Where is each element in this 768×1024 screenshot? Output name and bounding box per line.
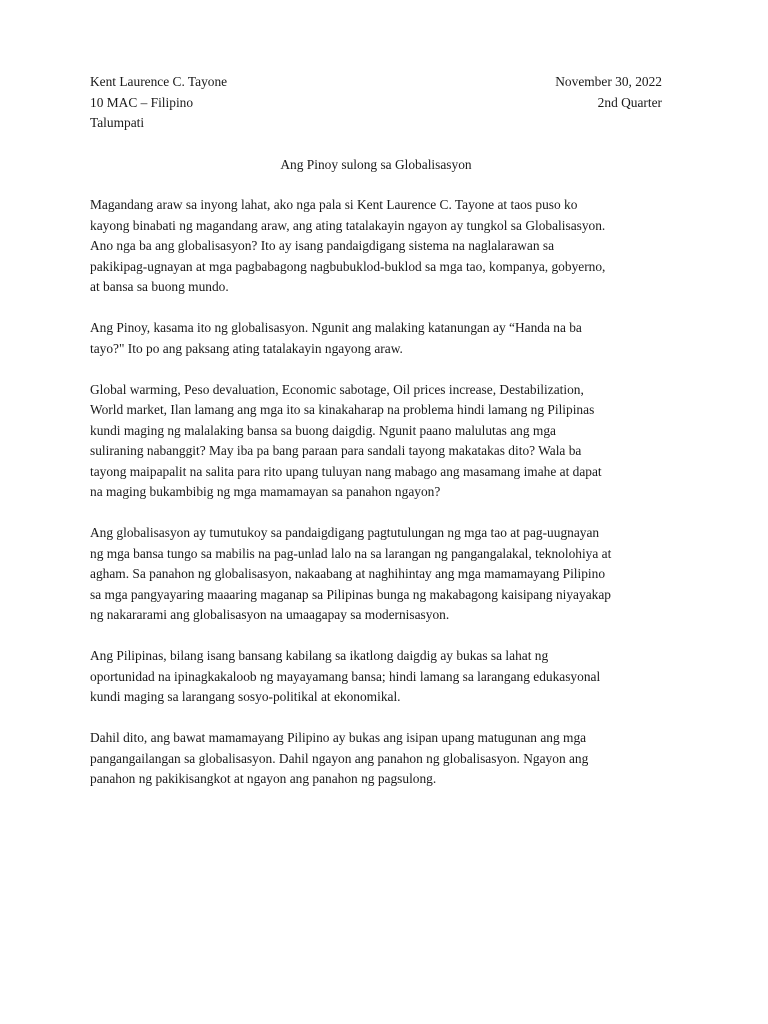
- header-row-3: [90, 113, 662, 134]
- header-row-2: [90, 93, 662, 114]
- quarter-label: 2nd Quarter: [597, 94, 662, 110]
- paragraph-line: tayo?" Ito po ang paksang ating tatalakayin ngayong araw.: [90, 340, 403, 356]
- document-title: Ang Pinoy sulong sa Globalisasyon: [280, 156, 472, 172]
- document-body: [90, 195, 662, 790]
- paragraph-2: [90, 318, 662, 359]
- paragraph-line: panahon ng pakikisangkot at ngayon ang panahon ng pagsulong.: [90, 771, 437, 786]
- paragraph-line: ng mga bansa tungo sa mabilis na pag-unlad lalo na sa larangan ng pangangalakal, teknolohiya at: [90, 545, 612, 561]
- paragraph-line: Ang Pilipinas, bilang isang bansang kabilang sa ikatlong daigdig ay bukas sa lahat ng: [90, 648, 549, 663]
- paragraph-line: agham. Sa panahon ng globalisasyon, nakaabang at naghihintay ang mga mamamayang Pilipino: [90, 566, 606, 581]
- paragraph-5: [90, 646, 662, 708]
- paragraph-line: Ang Pinoy, kasama ito ng globalisasyon. Ngunit ang malaking katanungan ay “Handa na ba: [90, 320, 582, 335]
- paragraph-4: [90, 523, 662, 626]
- paragraph-line: Global warming, Peso devaluation, Economic sabotage, Oil prices increase, Destabilization,: [90, 381, 584, 397]
- paragraph-line: kayong binabati ng magandang araw, ang ating tatalakayin ngayon ay tungkol sa Globalisasyon.: [90, 217, 606, 233]
- paragraph-line: na maging bukambibig ng mga mamamayan sa panahon ngayon?: [90, 484, 441, 499]
- paragraph-line: ng nakararami ang globalisasyon na umaagapay sa modernisasyon.: [90, 607, 450, 622]
- paragraph-line: kundi maging ng malalaking bansa sa buong daigdig. Ngunit paano malulutas ang mga: [90, 422, 556, 438]
- class-section: 10 MAC – Filipino: [90, 94, 194, 110]
- paragraph-line: sa mga pangyayaring maaaring maganap sa Pilipinas bunga ng makabagong kaisipang niyayakap: [90, 586, 611, 602]
- paragraph-line: tayong maipapalit na salita para rito upang tuluyan nang mabago ang masamang imahe at dapat: [90, 463, 602, 479]
- paragraph-line: pakikipag-ugnayan at mga pagbabagong nagbubuklod-buklod sa mga tao, kompanya, gobyerno,: [90, 258, 606, 274]
- paragraph-line: World market, Ilan lamang ang mga ito sa kinakaharap na problema hindi lamang ng Pilipinas: [90, 402, 595, 417]
- paragraph-line: oportunidad na ipinagkakaloob ng mayayamang bansa; hindi lamang sa larangang edukasyonal: [90, 668, 601, 684]
- paragraph-line: suliraning nabanggit? May iba pa bang paraan para sandali tayong makatakas dito? Wala ba: [90, 443, 582, 458]
- document-date: November 30, 2022: [555, 74, 662, 89]
- header-row-1: [90, 72, 662, 93]
- document-page: [90, 72, 662, 810]
- paragraph-line: pangangailangan sa globalisasyon. Dahil ngayon ang panahon ng globalisasyon. Ngayon ang: [90, 750, 589, 766]
- paragraph-line: at bansa sa buong mundo.: [90, 279, 229, 294]
- paragraph-line: kundi maging sa larangang sosyo-politikal at ekonomikal.: [90, 689, 401, 704]
- paragraph-line: Magandang araw sa inyong lahat, ako nga pala si Kent Laurence C. Tayone at taos puso ko: [90, 197, 578, 212]
- paragraph-line: Ang globalisasyon ay tumutukoy sa pandaigdigang pagtutulungan ng mga tao at pag-uugnayan: [90, 525, 600, 540]
- document-genre: Talumpati: [90, 115, 145, 130]
- paragraph-3: [90, 380, 662, 503]
- paragraph-line: Dahil dito, ang bawat mamamayang Pilipino ay bukas ang isipan upang matugunan ang mga: [90, 730, 587, 745]
- author-name: Kent Laurence C. Tayone: [90, 74, 228, 89]
- paragraph-line: Ano nga ba ang globalisasyon? Ito ay isang pandaigdigang sistema na naglalarawan sa: [90, 238, 555, 253]
- paragraph-1: [90, 195, 662, 298]
- paragraph-6: [90, 728, 662, 790]
